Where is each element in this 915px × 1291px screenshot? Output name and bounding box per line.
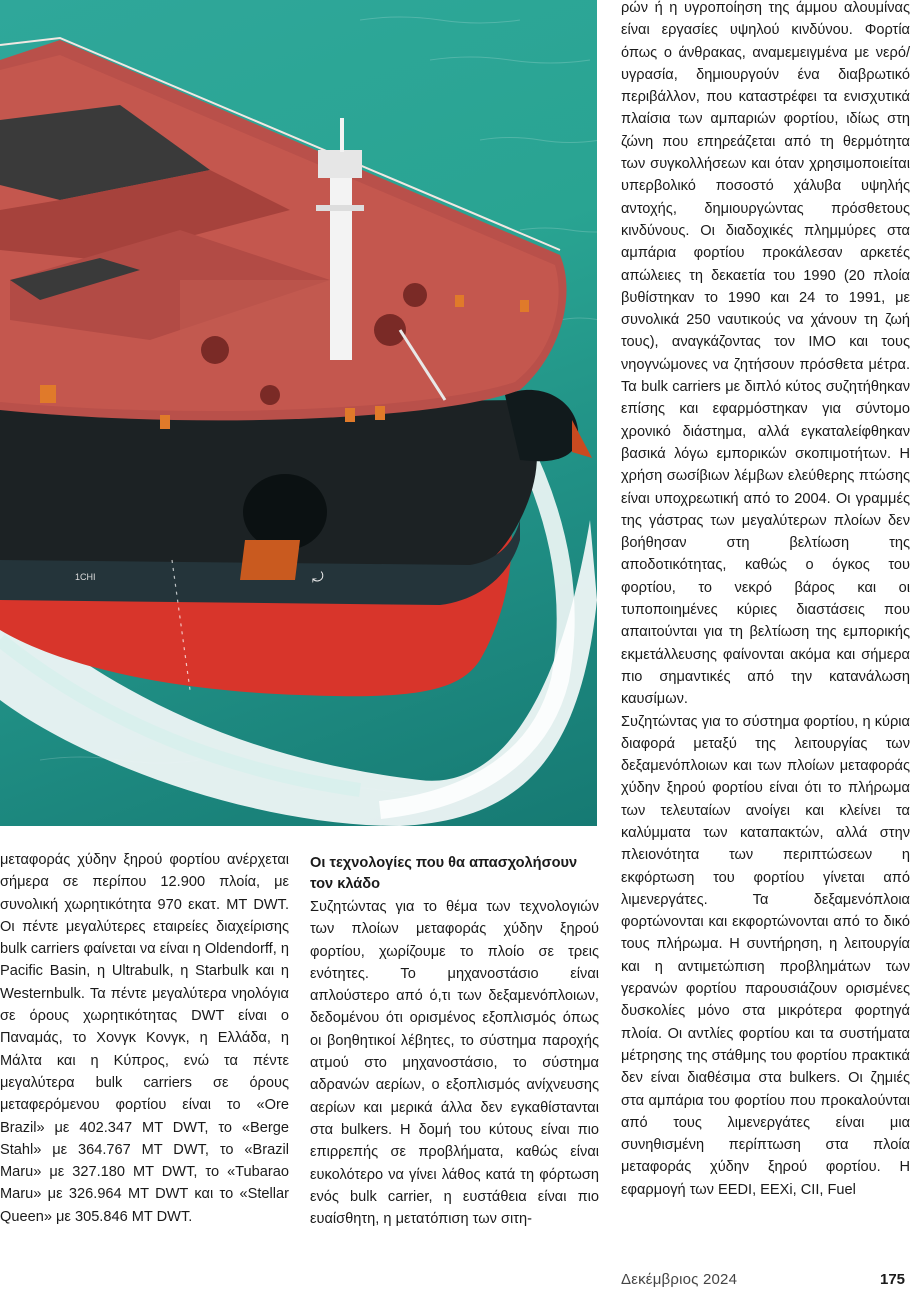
ship-illustration <box>0 0 597 826</box>
page-number: 175 <box>880 1271 906 1288</box>
svg-text:⤾: ⤾ <box>312 569 324 585</box>
middle-column-text: Συζητώντας για το θέμα των τεχνολογιών των πλοίων μεταφοράς χύδην ξηρού φορτίου, χωρίζουμε το πλοίο σε τρεις ενότητες. Το μηχανοστάσιο είναι απλούστερο από ό,τι των δεξαμενόπλοιων, δεδομένου ότι ορισμένος εξοπλισμός όπως οι βοηθητικοί λέβητες, το σύστημα παροχής ατμού στο μηχανοστάσιο, το σύστημα αδρανών αερίων, ο εξοπλισμός ανίχνευσης αερίων και μερικά άλλα δεν εγκαθίστανται στα bulkers. Η δομή του κύτους είναι πιο επιρρεπής σε προβλήματα, καθώς είναι ευκολότερο να γίνει λάθος κατά τη φόρτωση ενός bulk carrier, η ευστάθεια είναι πιο ευαίσθητη, η μετατόπιση των σιτη- <box>310 899 599 1228</box>
ship-photo <box>0 0 597 826</box>
right-column-paragraph-1: ρών ή η υγροποίηση της άμμου αλουμίνας είναι εργασίες υψηλού κινδύνου. Φορτία όπως ο άνθρακας, αναμεμειγμένα με νερό/υγρασία, δημιουργούν ένα διαβρωτικό περιβάλλον, που καταστρέφει τα ενισχυτικά πλαίσια των αμπαριών φορτίου, ιδίως στη ζώνη που επηρεάζεται από τη θερμότητα των συγκολλήσεων και όταν χρησιμοποιείται υπερβολικό ποσοστό χάλυβα υψηλής αντοχής, δημιουργώντας πρόσθετους κινδύνους. Οι διαδοχικές πλημμύρες στα αμπάρια φορτίου προκάλεσαν αρκετές απώλειες τη δεκαετία του 1990 (20 πλοία βυθίστηκαν το 1990 και 24 το 1991, με συνολικά 250 ναυτικούς να χάνουν τη ζωή τους), αναγκάζοντας τον IMO και τους νηογνώμονες να ζητήσουν πρόσθετα μέτρα. Τα bulk carriers με διπλό κύτος συζητήθηκαν επίσης και εφαρμόστηκαν για σύντομο χρονικό διάστημα, αλλά εγκαταλείφθηκαν βασικά λόγω εμπορικών σκοπιμοτήτων. Η χρήση σωσίβιων λέμβων ελεύθερης πτώσης είναι υποχρεωτική από το 2004. Οι γραμμές της γάστρας των μεγαλύτερων πλοίων δεν βοήθησαν στη βελτίωση της αποδοτικότητας, καθώς ο όγκος του φορτίου, το νεκρό βάρος και οι τυποποιημένες κύριες διαστάσεις που απαιτούνται για τη βελτίωση της εμπορικής εκμετάλλευσης φαίνονται ακόμα και σήμερα πιο σημαντικές από την κατανάλωση καυσίμων. <box>621 0 910 708</box>
footer-issue-date: Δεκέμβριος 2024 <box>621 1271 738 1288</box>
right-column-paragraph-2: Συζητώντας για το σύστημα φορτίου, η κύρια διαφορά μεταξύ της λειτουργίας των δεξαμενόπλοιων και των πλοίων μεταφοράς χύδην ξηρού φορτίου είναι ότι το πλήρωμα των τελευταίων ανοίγει και κλείνει τα καλύμματα των καταπακτών, αλλά στην πλειονότητα των περιπτώσεων η εκφόρτωση του φορτίου γίνεται από λιμενεργάτες. Τα δεξαμενόπλοια φορτώνονται και εκφορτώνονται από το δικό τους πλήρωμα. Η συντήρηση, η λειτουργία και η αντιμετώπιση προβλημάτων των γερανών φορτίου παρουσιάζουν ορισμένες δυσκολίες μόνο στα μικρότερα φορτηγά πλοία. Οι αντλίες φορτίου και τα συστήματα μέτρησης της στάθμης του φορτίου πρακτικά δεν είναι διαθέσιμα στα bulkers. Οι ζημιές στα αμπάρια του φορτίου που προκαλούνται από τους λιμενεργάτες είναι μια συνηθισμένη περίπτωση στα πλοία μεταφοράς χύδην ξηρού φορτίου. Η εφαρμογή των EEDI, EEXi, CII, Fuel <box>621 713 910 1198</box>
left-column-text: μεταφοράς χύδην ξηρού φορτίου ανέρχεται σήμερα σε περίπου 12.900 πλοία, με συνολική χωρητικότητα 970 εκατ. MT DWT. Οι πέντε μεγαλύτερες εταιρείες διαχείρισης bulk carriers φαίνεται να είναι η Oldendorff, η Pacific Basin, η Ultrabulk, η Starbulk και η Westernbulk. Τα πέντε μεγαλύτερα νηολόγια σε όρους χωρητικότητας DWT είναι ο Παναμάς, το Χονγκ Κονγκ, η Ελλάδα, η Μάλτα και η Κύπρος, ενώ τα πέντε μεγαλύτερα bulk carriers σε όρους μεταφερόμενου φορτίου είναι το «Ore Brazil» με 402.347 MT DWT, το «Berge Stahl» με 364.767 MT DWT, το «Brazil Maru» με 327.180 MT DWT, το «Tubarao Maru» με 326.964 MT DWT και το «Stellar Queen» με 305.846 MT DWT. <box>0 852 289 1225</box>
article-column-left <box>0 849 289 1228</box>
article-column-right <box>621 0 910 1201</box>
article-column-middle <box>310 853 599 1230</box>
section-heading: Οι τεχνολογίες που θα απασχολήσουν τον κλάδο <box>310 855 578 892</box>
hull-marking: 1CHI <box>75 572 96 582</box>
